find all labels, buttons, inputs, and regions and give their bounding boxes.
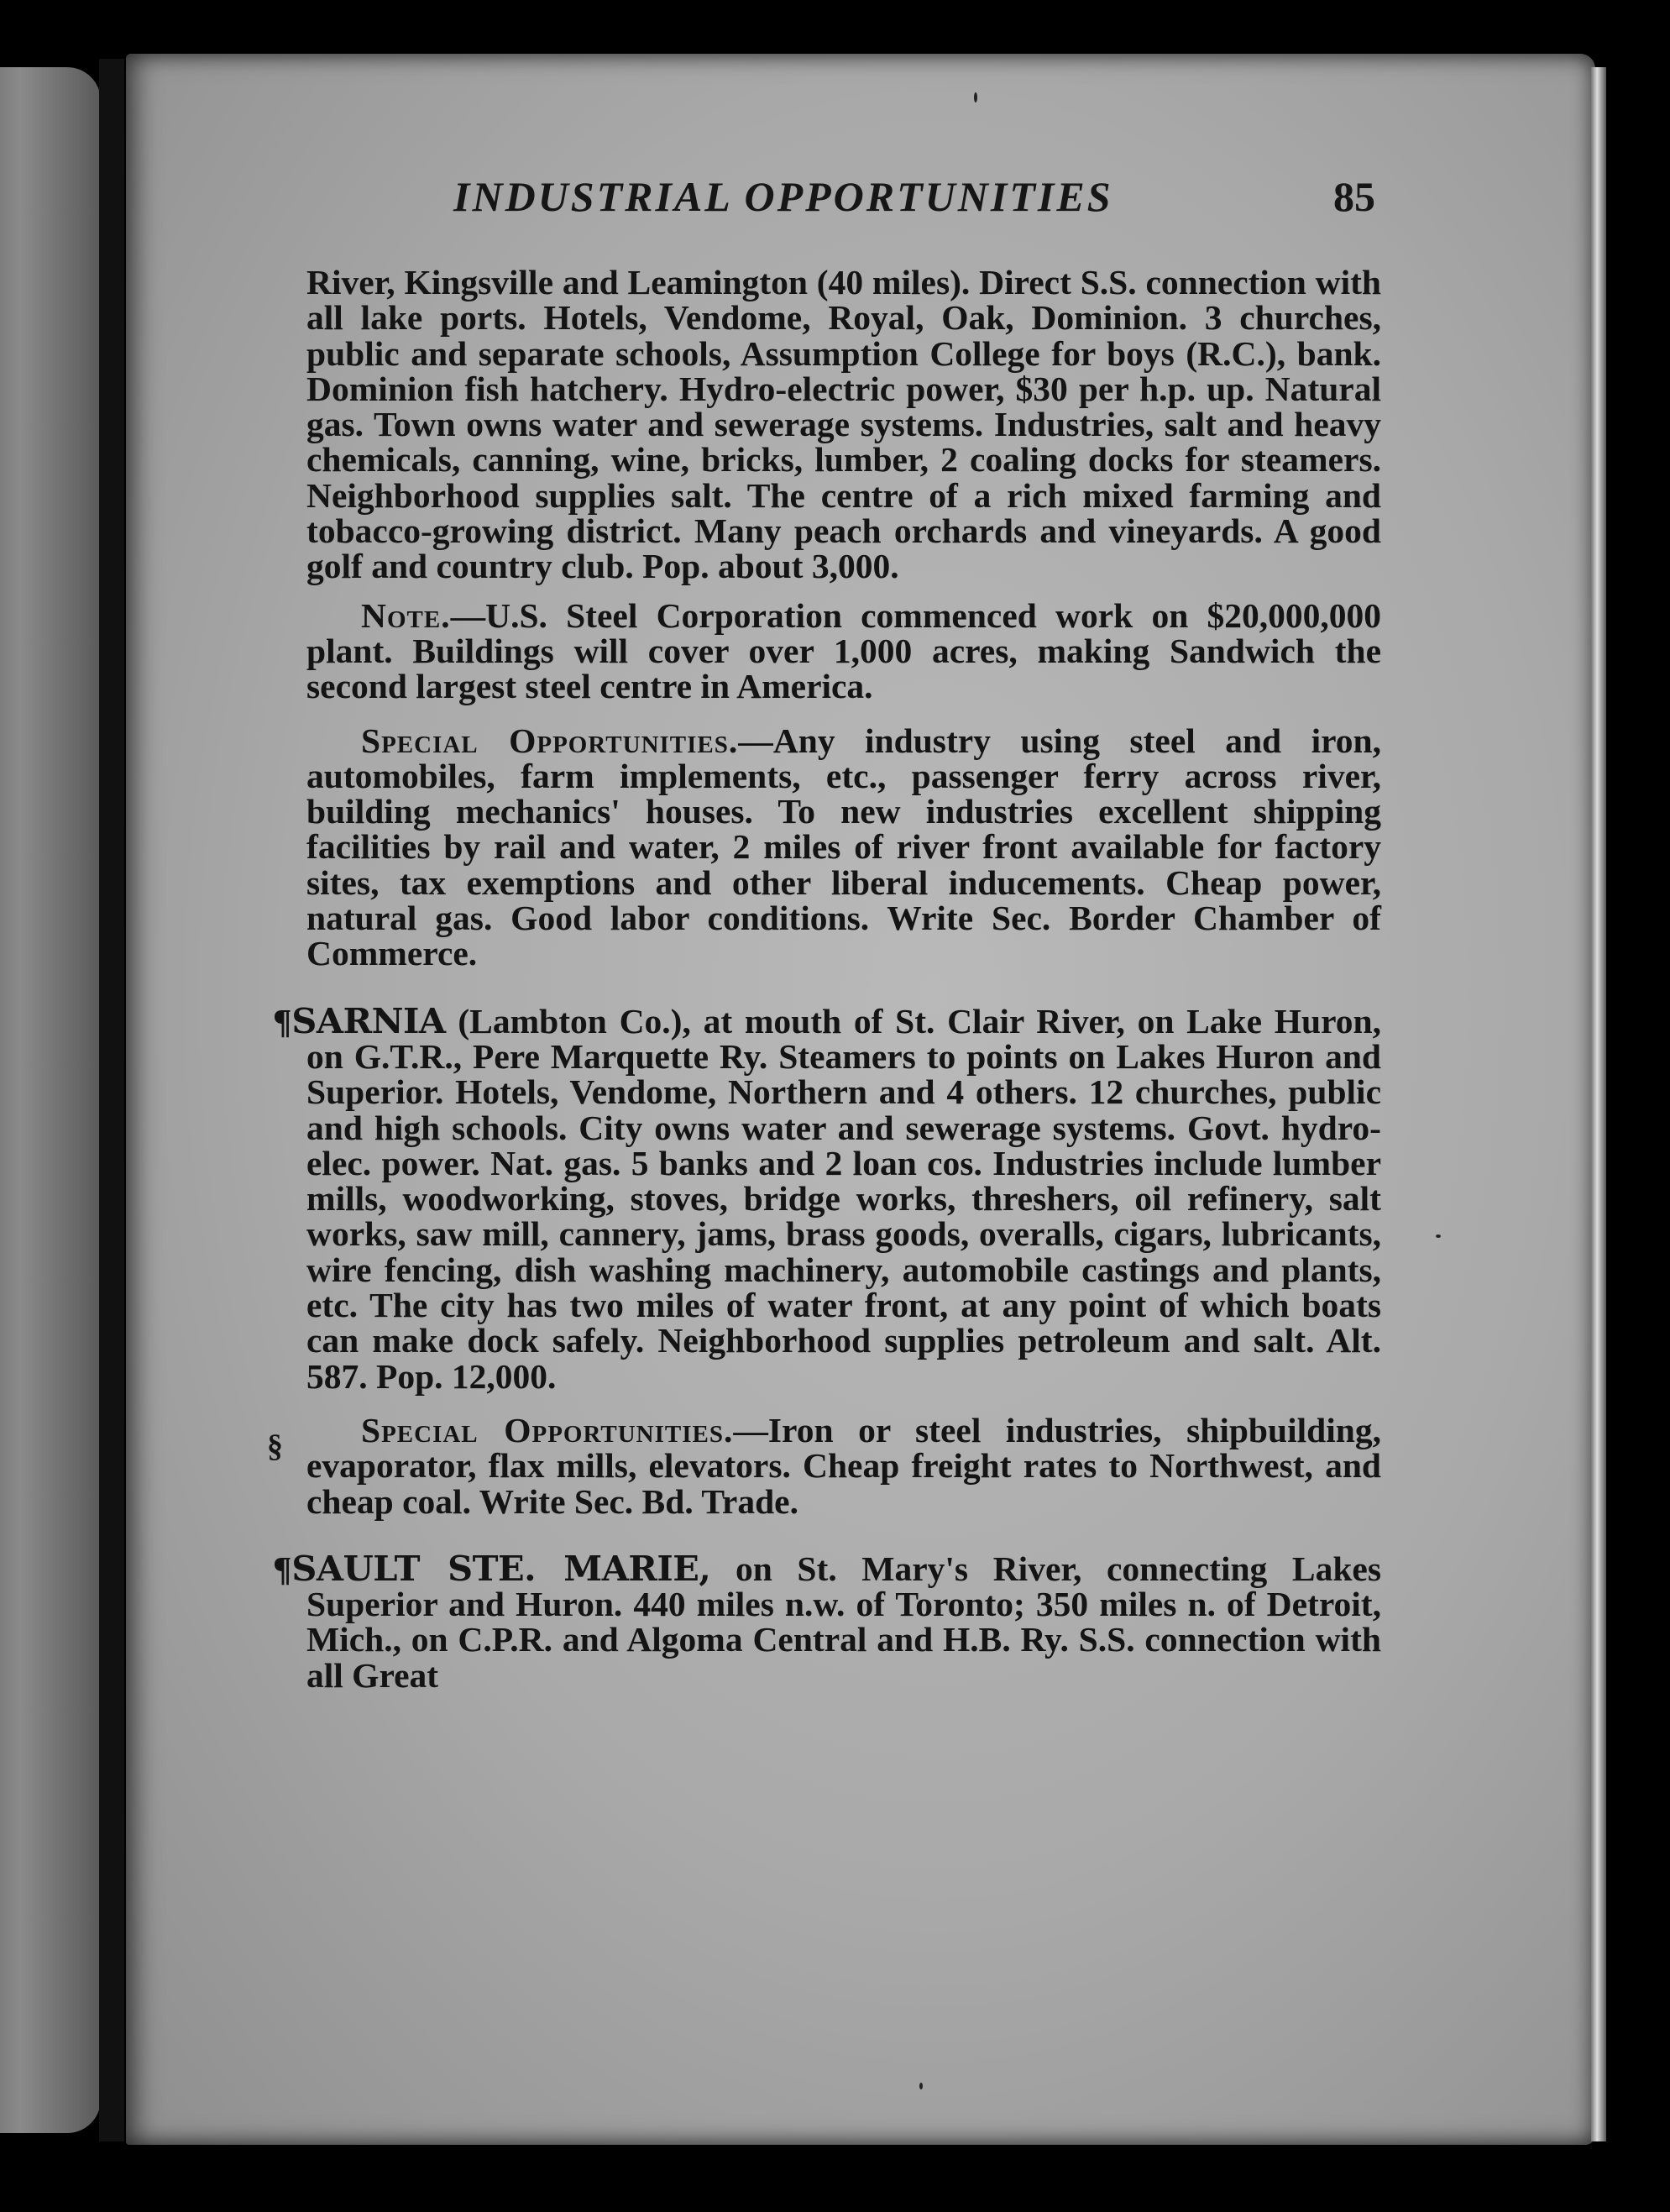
paragraph-special-opportunities-1 (306, 723, 1381, 972)
special-opportunities-label: Special Opportunities. (361, 1410, 734, 1449)
page-number: 85 (1333, 173, 1375, 220)
running-head: INDUSTRIAL OPPORTUNITIES (453, 173, 1113, 220)
pilcrow-icon: ¶ (273, 1001, 292, 1040)
entry-text-sarnia: (Lambton Co.), at mouth of St. Clair River, on Lake Huron, on G.T.R., Pere Marquette Ry. Steamers to points on Lakes Huron and Superior. Hotels, Vendome, Northern and 4 others. 12 churches, public and high schools. City owns water and sewerage systems. Govt. hydro-elec. power. Nat. gas. 5 banks and 2 loan cos. Industries include lumber mills, woodworking, stoves, bridge works, threshers, oil refinery, salt works, saw mill, cannery, jams, brass goods, overalls, cigars, lubricants, wire fencing, dish washing machinery, automobile castings and plants, etc. The city has two miles of water front, at any point of which boats can make dock safely. Neighborhood supplies petroleum and salt. Alt. 587. Pop. 12,000. (306, 1001, 1381, 1396)
entry-text-sault-ste-marie: on St. Mary's River, connecting Lakes Superior and Huron. 440 miles n.w. of Toronto; 350 miles n. of Detroit, Mich., on C.P.R. and Algoma Central and H.B. Ry. S.S. connection with all Great (306, 1549, 1381, 1695)
facing-page-edge (0, 67, 101, 2133)
scan-speck (1436, 1234, 1441, 1238)
entry-sault-ste-marie (273, 1547, 1381, 1695)
book-gutter (99, 59, 124, 2141)
note-label: Note. (361, 595, 451, 635)
special-opportunities-text: —Iron or steel industries, shipbuilding, evaporator, flax mills, elevators. Cheap freight rates to Northwest, and cheap coal. Write Sec. Bd. Trade. (306, 1410, 1381, 1521)
entry-sarnia (273, 999, 1381, 1396)
entry-heading-sault-ste-marie: SAULT STE. MARIE, (291, 1547, 711, 1589)
page-body (273, 263, 1381, 1695)
paragraph-note (306, 595, 1381, 706)
note-text: —U.S. Steel Corporation commenced work on $20,000,000 plant. Buildings will cover over 1,000 acres, making Sandwich the second largest steel centre in America. (306, 595, 1381, 706)
page-fore-edge (1591, 67, 1606, 2141)
pilcrow-icon: ¶ (273, 1549, 292, 1588)
scan-speck (919, 2083, 923, 2089)
special-opportunities-label: Special Opportunities. (361, 721, 739, 760)
paragraph-continued: River, Kingsville and Leamington (40 miles). Direct S.S. connection with all lake ports. Hotels, Vendome, Royal, Oak, Dominion. 3 churches, public and separate schools, Assumption College for boys (R.C.), bank. Dominion fish hatchery. Hydro-electric power, $30 per h.p. up. Natural gas. Town owns water and sewerage systems. Industries, salt and heavy chemicals, canning, wine, bricks, lumber, 2 coaling docks for steamers. Neighborhood supplies salt. The centre of a rich mixed farming and tobacco-growing district. Many peach orchards and vineyards. A good golf and country club. Pop. about 3,000. (306, 263, 1381, 586)
entry-heading-sarnia: SARNIA (291, 999, 446, 1041)
paragraph-special-opportunities-2 (306, 1410, 1381, 1521)
margin-mark: § (267, 1428, 283, 1464)
scan-speck (974, 92, 977, 102)
special-opportunities-text: —Any industry using steel and iron, automobiles, farm implements, etc., passenger ferry across river, building mechanics' houses. To new industries excellent shipping facilities by rail and water, 2 miles of river front available for factory sites, tax exemptions and other liberal inducements. Cheap power, natural gas. Good labor conditions. Write Sec. Border Chamber of Commerce. (306, 721, 1381, 973)
